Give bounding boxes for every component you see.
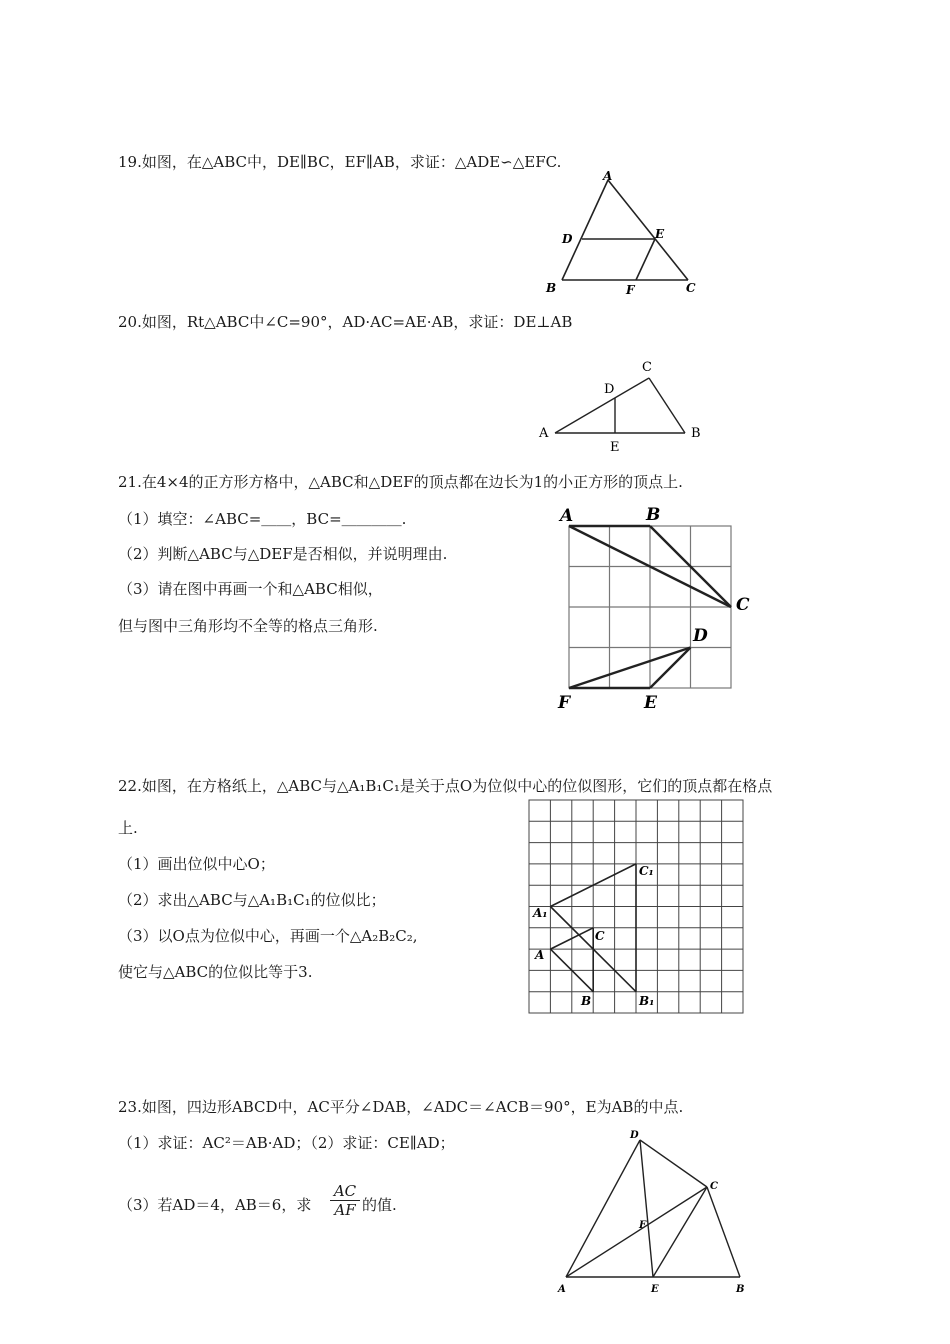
q22-grid-figure [525,795,750,1020]
q22-part2: （2）求出△ABC与△A₁B₁C₁的位似比； [118,891,386,909]
q21-part3: （3）请在图中再画一个和△ABC相似， [118,580,383,598]
q22-label-a1: A₁ [533,906,548,920]
q21-grid-figure [550,500,760,715]
q23-label-a: A [558,1284,566,1295]
q23-label-d: D [630,1130,639,1141]
q22-label-a: A [535,948,545,962]
q20-label-d: D [604,382,615,397]
q23-part1-2: （1）求证：AC²＝AB·AD；（2）求证：CE∥AD； [118,1134,455,1152]
q23-figure [550,1125,760,1300]
q21-part4: 但与图中三角形均不全等的格点三角形. [118,617,378,635]
q22-part1: （1）画出位似中心O； [118,855,275,873]
q23-part3-lead: （3）若AD＝4，AB＝6，求 [118,1196,312,1214]
q23-part3 [118,1195,311,1215]
q23-label-c: C [710,1181,718,1192]
q23-label-f: F [639,1220,647,1231]
q22-part4: 使它与△ABC的位似比等于3. [118,963,313,981]
q21-part2: （2）判断△ABC与△DEF是否相似，并说明理由. [118,545,448,563]
q20-text: 20.如图，Rt△ABC中∠C=90°，AD·AC=AE·AB，求证：DE⊥AB [118,313,573,331]
q22-text: 22.如图，在方格纸上，△ABC与△A₁B₁C₁是关于点O为位似中心的位似图形，它们的顶点都在格点 [118,777,773,795]
q20-label-b: B [691,426,701,441]
q19-figure [540,170,710,300]
q22-label-b1: B₁ [639,994,655,1008]
q22-part3: （3）以O点为位似中心，再画一个△A₂B₂C₂, [118,927,418,945]
q21-label-a: A [560,506,574,526]
q19-text: 19.如图，在△ABC中，DE∥BC，EF∥AB，求证：△ADE∽△EFC. [118,153,562,171]
q19-label-f: F [626,283,635,297]
q20-figure [535,355,715,455]
q19-label-d: D [562,232,573,246]
q19-label-a: A [603,169,613,183]
q19-label-b: B [546,281,557,295]
q22-text-cont: 上. [118,819,138,837]
q23-label-e: E [651,1284,659,1295]
q20-label-a: A [539,426,549,441]
q21-text: 21.在4×4的正方形方格中，△ABC和△DEF的顶点都在边长为1的小正方形的顶点上. [118,473,683,491]
q22-label-b: B [581,994,592,1008]
q23-fraction [330,1182,360,1219]
q22-label-c: C [595,929,605,943]
q23-text: 23.如图，四边形ABCD中，AC平分∠DAB，∠ADC＝∠ACB＝90°，E为AB的中点. [118,1098,684,1116]
q21-part1: （1）填空：∠ABC=＿＿，BC=＿＿＿＿. [118,510,407,528]
q21-label-b: B [646,505,661,525]
q21-label-d: D [693,626,708,646]
q21-label-e: E [644,693,657,713]
q22-label-c1: C₁ [639,864,654,878]
q23-fraction-denominator: AF [334,1201,356,1219]
q20-label-c: C [642,360,652,375]
q23-label-b: B [736,1284,745,1295]
q21-label-f: F [558,693,571,713]
q23-part3-tail: 的值. [362,1196,397,1214]
q19-label-c: C [686,281,696,295]
q23-fraction-numerator: AC [330,1182,360,1201]
q19-label-e: E [655,227,665,241]
q21-label-c: C [736,595,750,615]
q20-label-e: E [610,440,620,455]
